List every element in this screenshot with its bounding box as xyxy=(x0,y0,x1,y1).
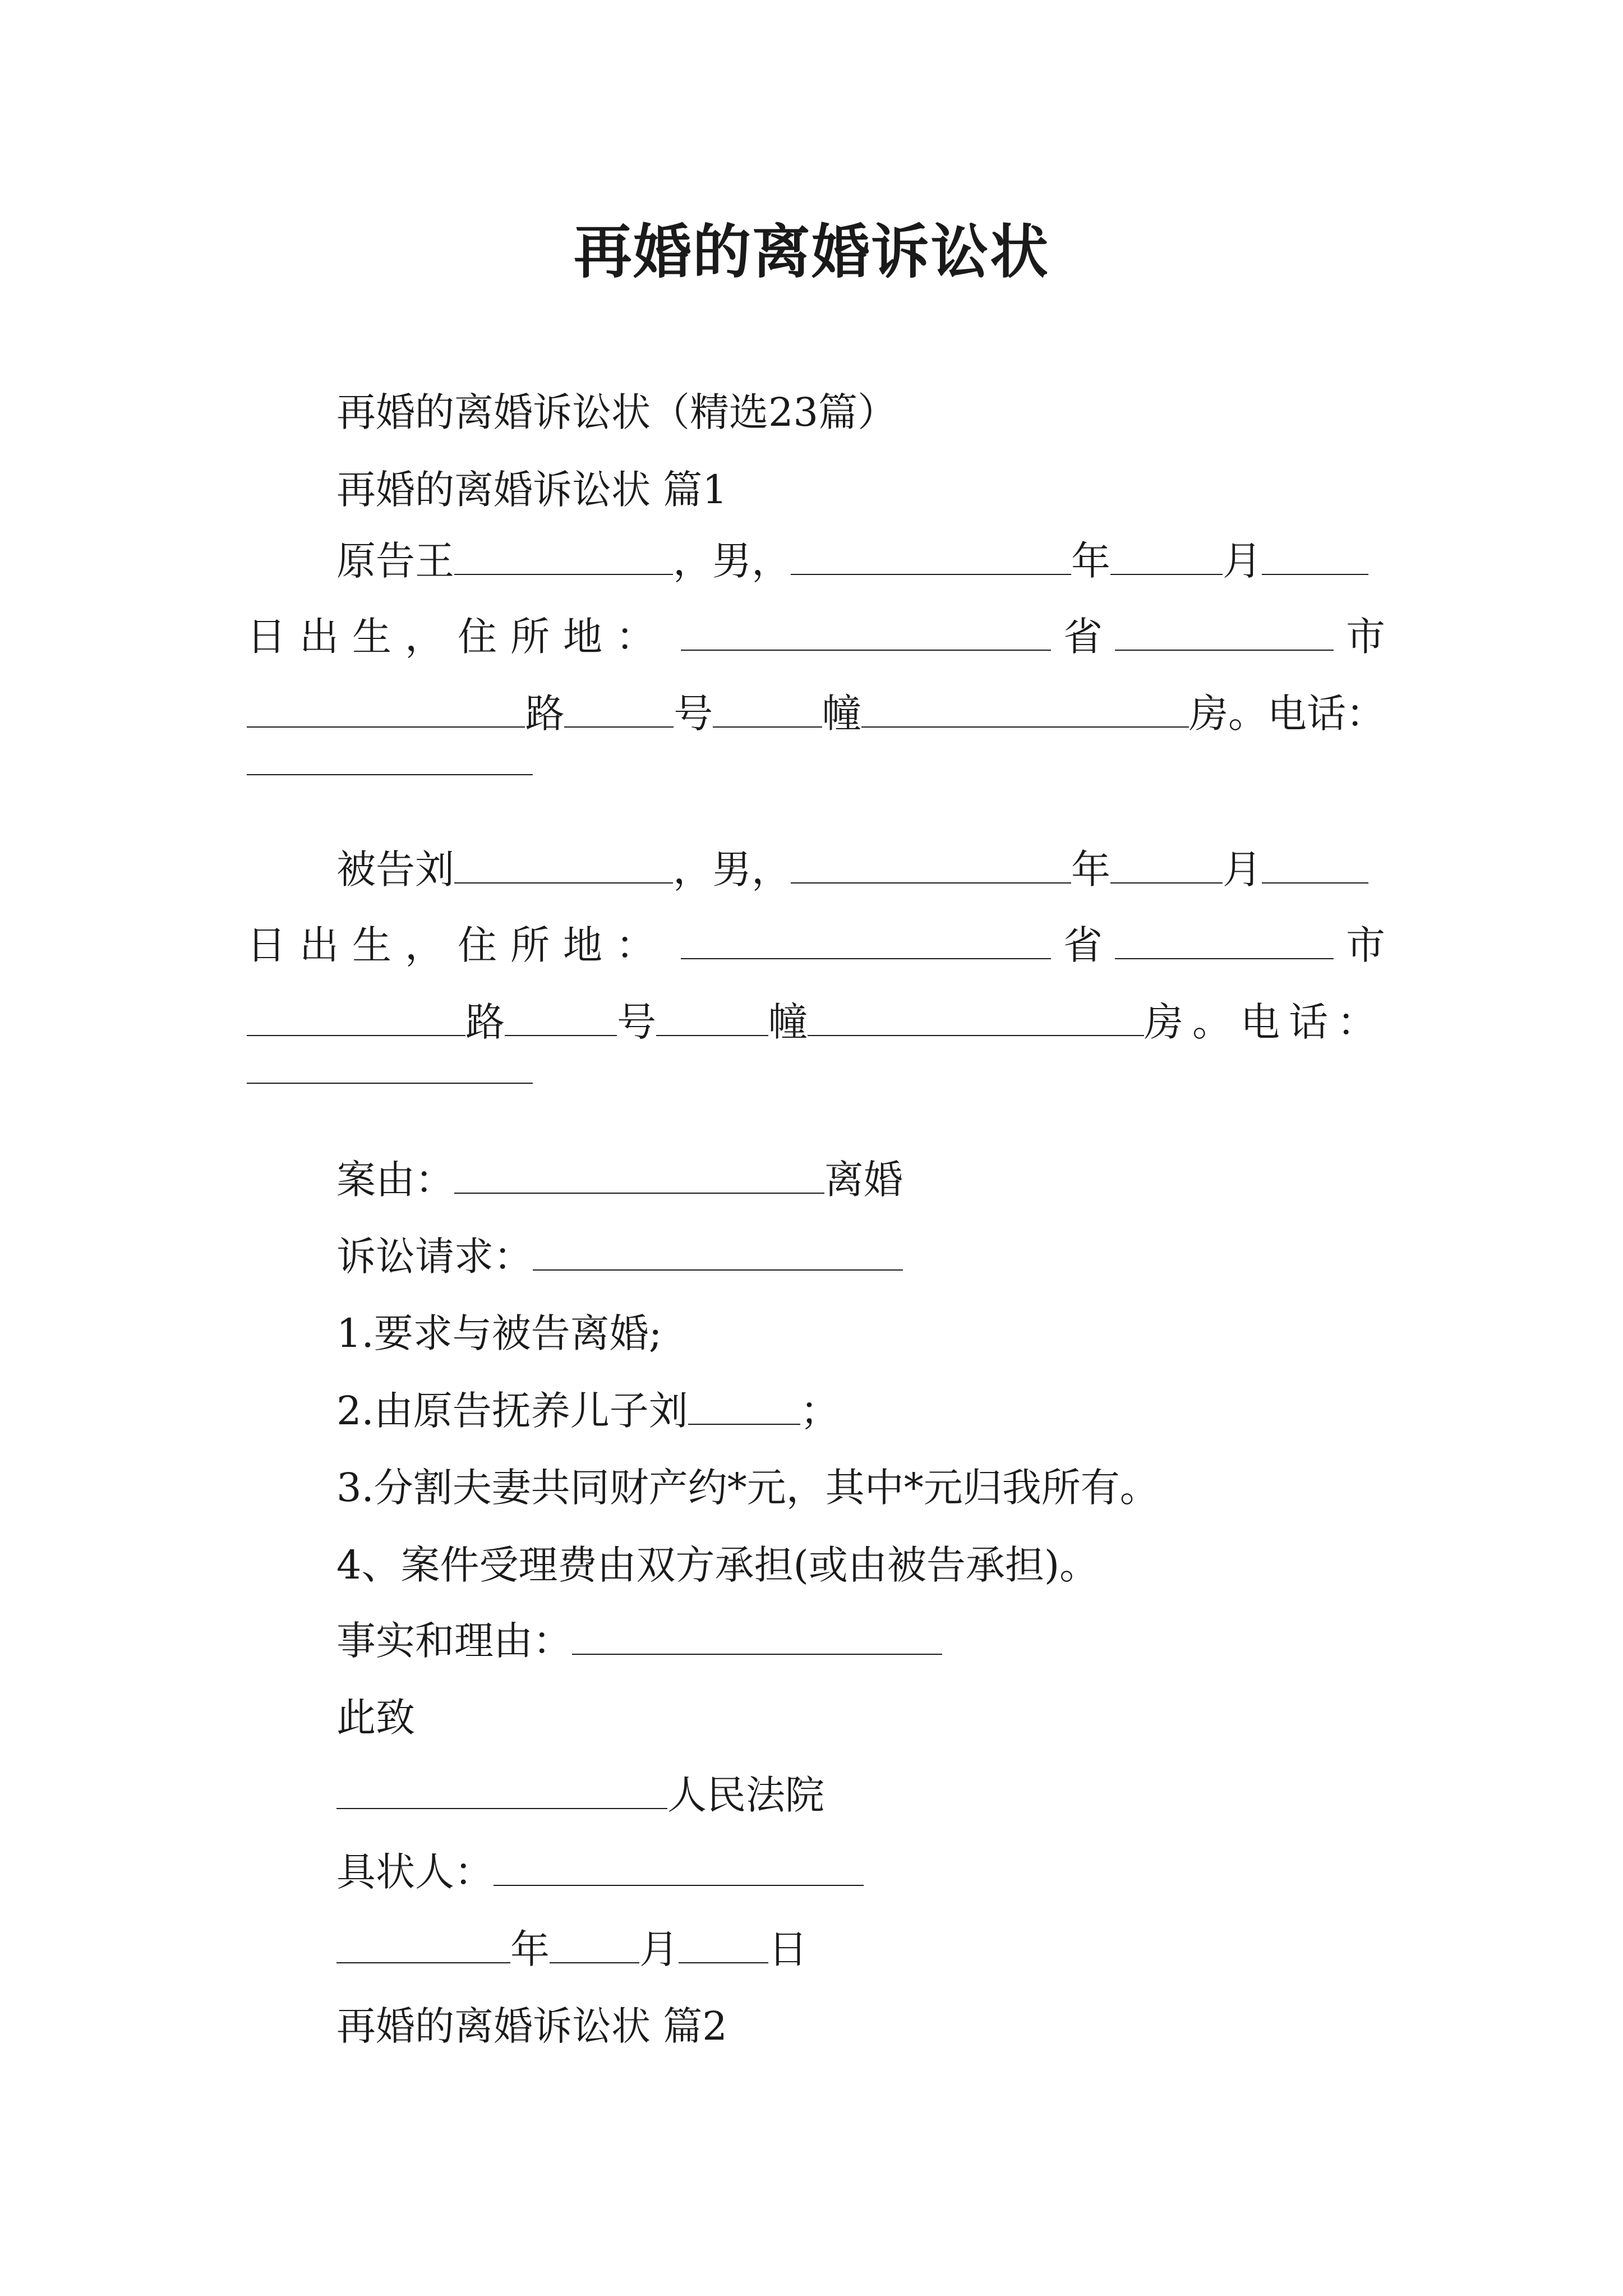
plaintiff-room-label: 房。电话： xyxy=(1189,691,1385,737)
cause-value: 离婚 xyxy=(824,1157,903,1203)
blank-field xyxy=(572,1654,942,1655)
defendant-year-label: 年 xyxy=(1071,846,1110,892)
plaintiff-gender: ，男， xyxy=(673,538,791,584)
plaintiff-month-label: 月 xyxy=(1223,538,1262,584)
claim-item xyxy=(336,1388,840,1434)
blank-field xyxy=(791,574,1071,575)
blank-field xyxy=(454,574,673,575)
blank-field xyxy=(1115,650,1334,651)
defendant-born-label: 日出生，住所地： xyxy=(247,922,668,968)
blank-field xyxy=(1115,958,1334,959)
intro-line: 再婚的离婚诉讼状（精选23篇） xyxy=(336,389,897,435)
court-label: 人民法院 xyxy=(667,1772,824,1818)
blank-field xyxy=(688,1424,800,1425)
defendant-city-label: 市 xyxy=(1346,922,1385,968)
plaintiff-number-label: 号 xyxy=(674,691,713,737)
plaintiff-building-label: 幢 xyxy=(822,691,861,737)
blank-field xyxy=(533,1269,903,1271)
plaintiff-line-4 xyxy=(247,774,533,781)
court-line xyxy=(336,1772,824,1818)
date-day-label: 日 xyxy=(768,1926,808,1972)
blank-field xyxy=(564,726,674,728)
defendant-building-label: 幢 xyxy=(768,999,808,1045)
blank-field xyxy=(247,726,525,728)
blank-field xyxy=(247,1035,465,1036)
blank-field xyxy=(791,882,1071,884)
blank-field xyxy=(1262,574,1368,575)
defendant-line-4 xyxy=(247,1083,533,1089)
blank-field xyxy=(247,774,533,775)
blank-field xyxy=(1110,882,1223,884)
plaintiff-prefix: 原告王 xyxy=(336,538,454,584)
blank-field xyxy=(505,1035,617,1036)
defendant-line-3 xyxy=(247,999,1385,1045)
blank-field xyxy=(861,726,1189,728)
claims-label: 诉讼请求： xyxy=(336,1234,533,1280)
section-heading-2: 再婚的离婚诉讼状 篇2 xyxy=(336,2003,727,2049)
blank-field xyxy=(681,650,1051,651)
defendant-gender: ，男， xyxy=(673,846,791,892)
blank-field xyxy=(494,1885,864,1886)
cause-line xyxy=(336,1157,903,1203)
blank-field xyxy=(681,958,1051,959)
facts-line xyxy=(336,1618,942,1664)
plaintiff-line-2 xyxy=(247,614,1385,660)
defendant-province-label: 省 xyxy=(1063,922,1103,968)
defendant-month-label: 月 xyxy=(1223,846,1262,892)
plaintiff-province-label: 省 xyxy=(1063,614,1103,660)
plaintiff-line-1 xyxy=(336,538,1385,584)
claim-text: 2.由原告抚养儿子刘 xyxy=(336,1388,688,1434)
blank-field xyxy=(247,1083,533,1084)
date-year-label: 年 xyxy=(510,1926,550,1972)
blank-field xyxy=(336,1962,510,1963)
blank-field xyxy=(454,882,673,884)
signer-line xyxy=(336,1849,864,1895)
plaintiff-line-3 xyxy=(247,691,1385,737)
blank-field xyxy=(550,1962,639,1963)
document-title: 再婚的离婚诉讼状 xyxy=(573,217,1049,286)
blank-field xyxy=(454,1193,824,1194)
blank-field xyxy=(713,726,822,728)
claim-item: 4、案件受理费由双方承担(或由被告承担)。 xyxy=(336,1542,1099,1588)
plaintiff-year-label: 年 xyxy=(1071,538,1110,584)
defendant-line-1 xyxy=(336,846,1385,892)
blank-field xyxy=(656,1035,768,1036)
plaintiff-born-label: 日出生，住所地： xyxy=(247,614,668,660)
facts-label: 事实和理由： xyxy=(336,1618,572,1664)
defendant-road-label: 路 xyxy=(465,999,505,1045)
blank-field xyxy=(808,1035,1144,1036)
signer-label: 具状人： xyxy=(336,1849,494,1895)
defendant-prefix: 被告刘 xyxy=(336,846,454,892)
date-month-label: 月 xyxy=(639,1926,679,1972)
claim-item: 3.分割夫妻共同财产约*元，其中*元归我所有。 xyxy=(336,1465,1159,1511)
claim-item: 1.要求与被告离婚; xyxy=(336,1310,662,1356)
defendant-number-label: 号 xyxy=(617,999,656,1045)
blank-field xyxy=(1262,882,1368,884)
defendant-room-label: 房。电话： xyxy=(1144,999,1385,1045)
regards-line: 此致 xyxy=(336,1695,415,1741)
plaintiff-road-label: 路 xyxy=(525,691,565,737)
claims-line xyxy=(336,1234,903,1280)
date-line xyxy=(336,1926,808,1972)
blank-field xyxy=(1110,574,1223,575)
defendant-line-2 xyxy=(247,922,1385,968)
claim-suffix: ； xyxy=(800,1388,840,1434)
blank-field xyxy=(679,1962,768,1963)
section-heading-1: 再婚的离婚诉讼状 篇1 xyxy=(336,467,727,513)
blank-field xyxy=(336,1808,667,1809)
cause-label: 案由： xyxy=(336,1157,454,1203)
plaintiff-city-label: 市 xyxy=(1346,614,1385,660)
